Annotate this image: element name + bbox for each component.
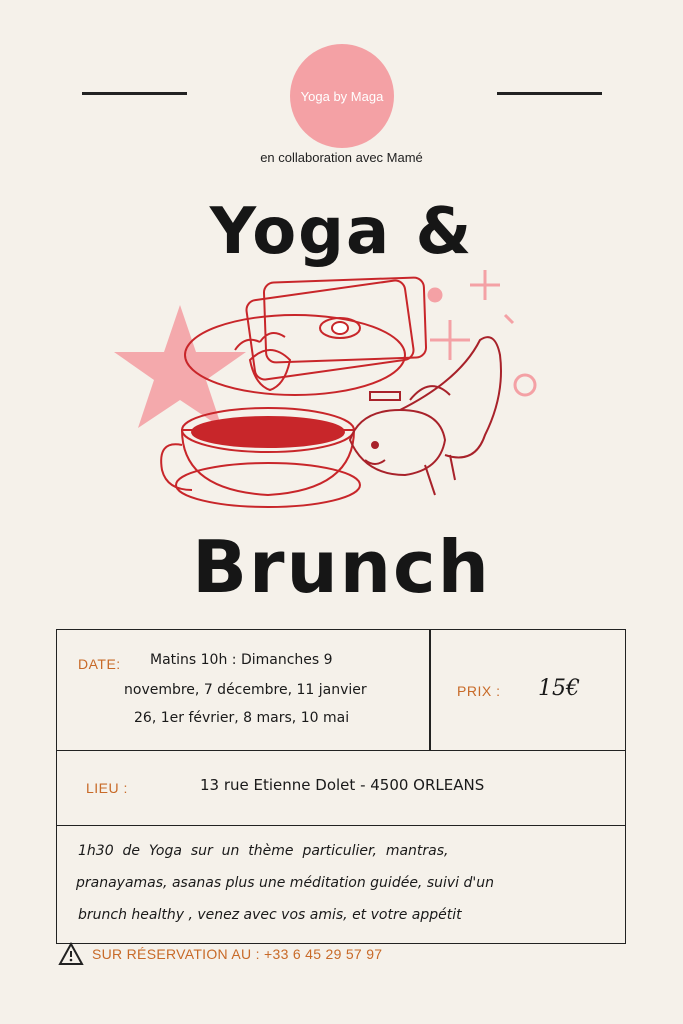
- warning-icon: [58, 942, 84, 966]
- description-line-2: pranayamas, asanas plus une méditation guidée, suivi d'un: [76, 875, 494, 891]
- coffee-cup-icon: [161, 408, 360, 507]
- description-line-3: brunch healthy , venez avec vos amis, et votre appétit: [78, 907, 462, 923]
- brand-badge-text: Yoga by Maga: [300, 88, 384, 104]
- price-value: 15€: [538, 676, 580, 701]
- place-label: LIEU :: [86, 780, 128, 796]
- date-line-3: 26, 1er février, 8 mars, 10 mai: [134, 710, 350, 726]
- price-label: PRIX :: [457, 683, 501, 699]
- reservation-text[interactable]: SUR RÉSERVATION AU : +33 6 45 29 57 97: [92, 946, 383, 962]
- description-line-1: 1h30 de Yoga sur un thème particulier, mantras,: [78, 843, 449, 859]
- place-value: 13 rue Etienne Dolet - 4500 ORLEANS: [200, 776, 485, 794]
- header-rule-left: [82, 92, 187, 95]
- date-line-2: novembre, 7 décembre, 11 janvier: [124, 682, 367, 698]
- collab-text: en collaboration avec Mamé: [260, 150, 423, 165]
- date-line-1: Matins 10h : Dimanches 9: [150, 652, 333, 668]
- sparkle-icon: [429, 270, 535, 395]
- header-rule-right: [497, 92, 602, 95]
- title-yoga: Yoga &: [209, 195, 474, 269]
- title-brunch: Brunch: [192, 525, 491, 609]
- date-label: DATE:: [78, 656, 121, 672]
- brunch-illustration: [100, 260, 580, 530]
- reservation-row: [58, 942, 382, 966]
- toast-egg-icon: [185, 277, 426, 395]
- price-divider: [429, 629, 431, 751]
- brand-badge: [290, 44, 394, 148]
- dog-icon: [350, 337, 501, 495]
